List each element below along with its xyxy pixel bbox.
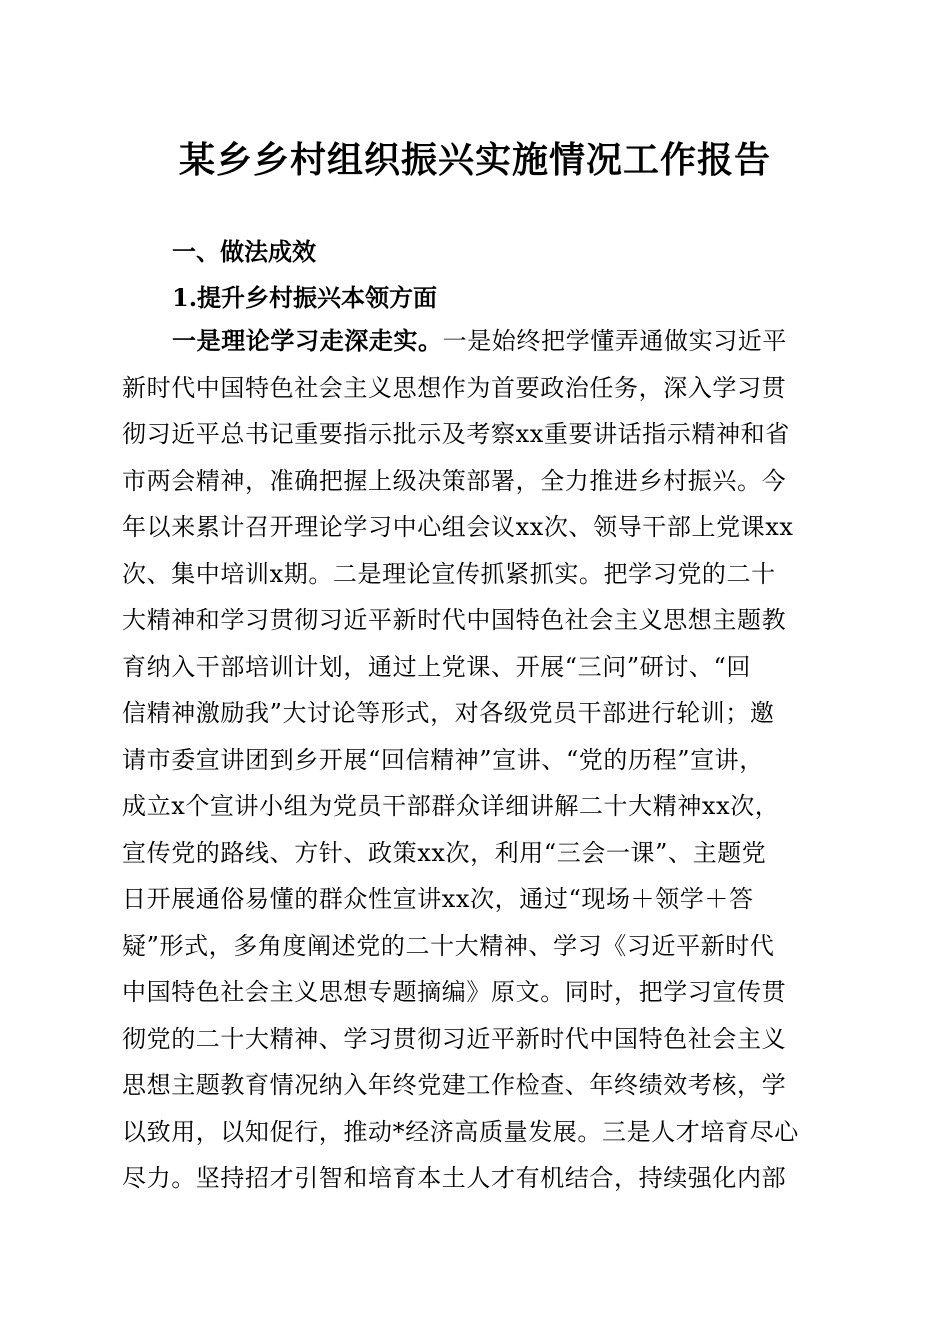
paragraph-line: 育纳入干部培训计划，通过上党课、开展“三问”研讨、“回	[122, 652, 752, 681]
paragraph-line: 尽力。坚持招才引智和培育本土人才有机结合，持续强化内部	[122, 1164, 787, 1192]
document-title: 某乡乡村组织振兴实施情况工作报告	[178, 139, 771, 181]
section-heading: 一、做法成效	[172, 238, 316, 266]
paragraph-line: 成立x个宣讲小组为党员干部群众详细讲解二十大精神xx次，	[122, 792, 780, 820]
paragraph-line: 宣传党的路线、方针、政策xx次，利用“三会一课”、主题党	[122, 838, 767, 867]
paragraph-line: 年以来累计召开理论学习中心组会议xx次、领导干部上党课xx	[122, 513, 794, 541]
paragraph-line: 日开展通俗易懂的群众性宣讲xx次，通过“现场＋领学＋答	[122, 885, 754, 913]
subsection-heading: 1.提升乡村振兴本领方面	[172, 283, 438, 312]
paragraph-line: 思想主题教育情况纳入年终党建工作检查、年终绩效考核，学	[122, 1071, 787, 1099]
paragraph-line: 市两会精神，准确把握上级决策部署，全力推进乡村振兴。今	[122, 466, 787, 495]
paragraph-line: 新时代中国特色社会主义思想作为首要政治任务，深入学习贯	[122, 373, 787, 402]
paragraph-line: 中国特色社会主义思想专题摘编》原文。同时，把学习宣传贯	[122, 978, 787, 1006]
paragraph-line	[122, 318, 826, 365]
paragraph-line-text: 一是始终把学懂弄通做实习近平	[442, 327, 788, 355]
paragraph-line: 以致用，以知促行，推动*经济高质量发展。三是人才培育尽心	[122, 1117, 799, 1146]
paragraph-line: 疑”形式，多角度阐述党的二十大精神、学习《习近平新时代	[122, 931, 775, 960]
paragraph-line: 次、集中培训x期。二是理论宣传抓紧抓实。把学习党的二十	[122, 559, 776, 588]
paragraph-line: 彻党的二十大精神、学习贯彻习近平新时代中国特色社会主义	[122, 1024, 787, 1053]
lead-phrase: 一是理论学习走深走实。	[172, 326, 443, 355]
paragraph-line: 请市委宣讲团到乡开展“回信精神”宣讲、“党的历程”宣讲，	[122, 745, 764, 774]
body-paragraph	[122, 318, 826, 1202]
paragraph-line: 大精神和学习贯彻习近平新时代中国特色社会主义思想主题教	[122, 606, 787, 634]
paragraph-line: 彻习近平总书记重要指示批示及考察xx重要讲话指示精神和省	[122, 420, 790, 448]
paragraph-line: 信精神激励我”大讨论等形式，对各级党员干部进行轮训；邀	[122, 699, 775, 727]
